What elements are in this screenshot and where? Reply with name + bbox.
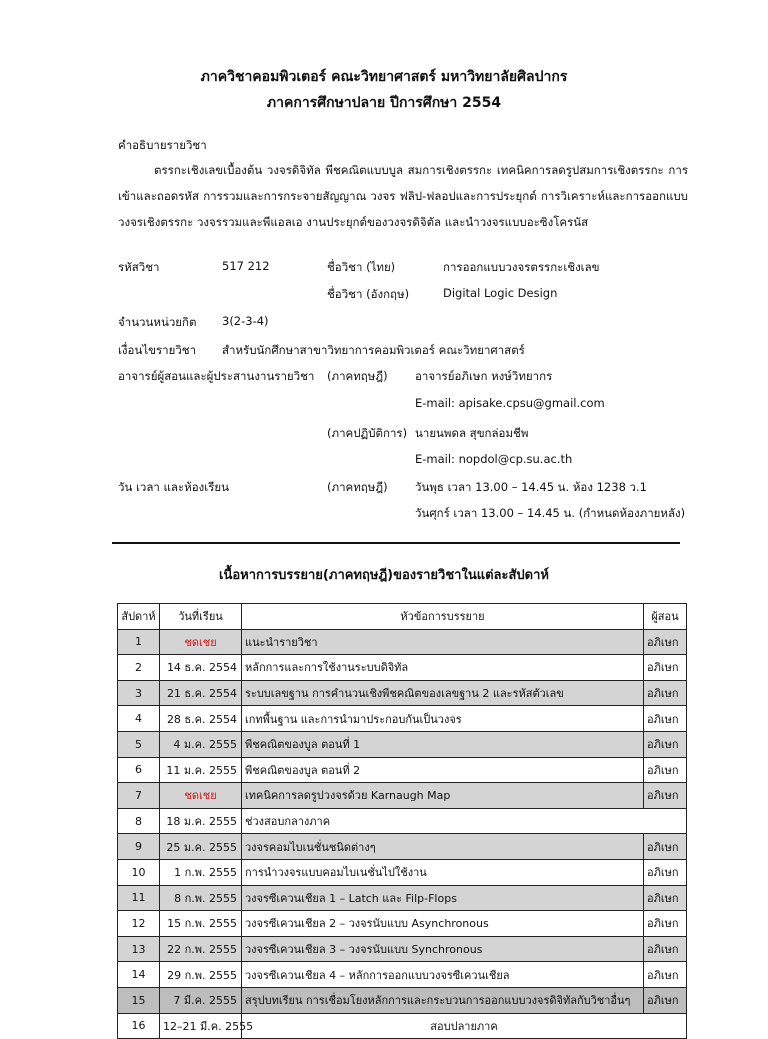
table-row bbox=[118, 834, 687, 860]
credits-label: จำนวนหน่วยกิต bbox=[118, 315, 197, 329]
cell-instructor: อภิเษก bbox=[644, 680, 687, 706]
header-week: สัปดาห์ bbox=[118, 604, 160, 630]
cell-week: 3 bbox=[118, 680, 160, 706]
cell-date: 11 ม.ค. 2555 bbox=[160, 757, 242, 783]
cell-week: 2 bbox=[118, 655, 160, 681]
cell-topic: วงจรซีเควนเชียล 4 – หลักการออกแบบวงจรซีเควนเชียล bbox=[242, 962, 644, 988]
cell-date: 15 ก.พ. 2555 bbox=[160, 911, 242, 937]
cell-week: 8 bbox=[118, 808, 160, 834]
cell-instructor: อภิเษก bbox=[644, 962, 687, 988]
lab-label: (ภาคปฏิบัติการ) bbox=[327, 426, 408, 440]
cell-week: 12 bbox=[118, 911, 160, 937]
cell-week: 1 bbox=[118, 629, 160, 655]
header-instructor: ผู้สอน bbox=[644, 604, 687, 630]
cell-instructor: อภิเษก bbox=[644, 655, 687, 681]
table-row bbox=[118, 706, 687, 732]
cell-topic: พีชคณิตของบูล ตอนที่ 1 bbox=[242, 731, 644, 757]
course-code-label: รหัสวิชา bbox=[118, 260, 160, 274]
course-name-en-value: Digital Logic Design bbox=[443, 286, 558, 300]
cell-date: 12–21 มี.ค. 2555 bbox=[160, 1013, 242, 1039]
condition-label: เงื่อนไขรายวิชา bbox=[118, 343, 197, 357]
cell-topic: แนะนำรายวิชา bbox=[242, 629, 644, 655]
cell-date: 7 มี.ค. 2555 bbox=[160, 987, 242, 1013]
cell-date: ชดเชย bbox=[160, 783, 242, 809]
cell-week: 9 bbox=[118, 834, 160, 860]
cell-topic: พีชคณิตของบูล ตอนที่ 2 bbox=[242, 757, 644, 783]
table-row bbox=[118, 911, 687, 937]
time-line-2: วันศุกร์ เวลา 13.00 – 14.45 น. (กำหนดห้องภายหลัง) bbox=[415, 506, 686, 520]
document-title-line-2: ภาคการศึกษาปลาย ปีการศึกษา 2554 bbox=[266, 95, 502, 111]
lab-instructor-name: นายนพดล สุขกล่อมชีพ bbox=[415, 426, 529, 440]
header-date: วันที่เรียน bbox=[160, 604, 242, 630]
schedule-table bbox=[117, 603, 687, 1039]
section-divider bbox=[112, 542, 680, 544]
cell-week: 11 bbox=[118, 885, 160, 911]
table-row bbox=[118, 757, 687, 783]
cell-topic: ระบบเลขฐาน การคำนวนเชิงพีชคณิตของเลขฐาน 2 และรหัสตัวเลข bbox=[242, 680, 644, 706]
description-heading: คำอธิบายรายวิชา bbox=[118, 138, 207, 152]
cell-date: 22 ก.พ. 2555 bbox=[160, 936, 242, 962]
cell-week: 16 bbox=[118, 1013, 160, 1039]
cell-instructor: อภิเษก bbox=[644, 834, 687, 860]
table-row bbox=[118, 987, 687, 1013]
cell-topic: หลักการและการใช้งานระบบดิจิทัล bbox=[242, 655, 644, 681]
condition-value: สำหรับนักศึกษาสาขาวิทยาการคอมพิวเตอร์ คณะวิทยาศาสตร์ bbox=[222, 343, 525, 357]
cell-week: 5 bbox=[118, 731, 160, 757]
time-theory-label: (ภาคทฤษฎี) bbox=[327, 480, 388, 494]
cell-week: 13 bbox=[118, 936, 160, 962]
table-row bbox=[118, 680, 687, 706]
table-row bbox=[118, 808, 687, 834]
cell-instructor: อภิเษก bbox=[644, 706, 687, 732]
credits-value: 3(2-3-4) bbox=[222, 314, 269, 328]
cell-instructor: อภิเษก bbox=[644, 629, 687, 655]
instructor-label: อาจารย์ผู้สอนและผู้ประสานงานรายวิชา bbox=[118, 369, 315, 383]
document-title-line-1: ภาควิชาคอมพิวเตอร์ คณะวิทยาศาสตร์ มหาวิทยาลัยศิลปากร bbox=[200, 69, 568, 85]
cell-topic: เทคนิคการลดรูปวงจรด้วย Karnaugh Map bbox=[242, 783, 644, 809]
cell-instructor: อภิเษก bbox=[644, 936, 687, 962]
schedule-title: เนื้อหาการบรรยาย(ภาคทฤษฎี)ของรายวิชาในแต่ละสัปดาห์ bbox=[219, 568, 549, 583]
cell-instructor: อภิเษก bbox=[644, 757, 687, 783]
time-line-1: วันพุธ เวลา 13.00 – 14.45 น. ห้อง 1238 ว.1 bbox=[415, 480, 647, 494]
time-room-label: วัน เวลา และห้องเรียน bbox=[118, 480, 229, 494]
cell-topic: ช่วงสอบกลางภาค bbox=[242, 808, 687, 834]
cell-date: 14 ธ.ค. 2554 bbox=[160, 655, 242, 681]
cell-date: 28 ธ.ค. 2554 bbox=[160, 706, 242, 732]
cell-date: 1 ก.พ. 2555 bbox=[160, 859, 242, 885]
cell-date: 18 ม.ค. 2555 bbox=[160, 808, 242, 834]
cell-week: 15 bbox=[118, 987, 160, 1013]
table-row bbox=[118, 936, 687, 962]
cell-week: 7 bbox=[118, 783, 160, 809]
theory-label: (ภาคทฤษฎี) bbox=[327, 369, 388, 383]
course-code-value: 517 212 bbox=[222, 259, 270, 273]
cell-topic: การนำวงจรแบบคอมไบเนชั่นไปใช้งาน bbox=[242, 859, 644, 885]
cell-instructor: อภิเษก bbox=[644, 987, 687, 1013]
course-name-en-label: ชื่อวิชา (อังกฤษ) bbox=[327, 287, 410, 301]
cell-topic: วงจรซีเควนเชียล 1 – Latch และ Filp-Flops bbox=[242, 885, 644, 911]
cell-date: 4 ม.ค. 2555 bbox=[160, 731, 242, 757]
cell-date: 21 ธ.ค. 2554 bbox=[160, 680, 242, 706]
cell-topic: วงจรซีเควนเชียล 2 – วงจรนับแบบ Asynchronous bbox=[242, 911, 644, 937]
table-row bbox=[118, 783, 687, 809]
cell-date: 29 ก.พ. 2555 bbox=[160, 962, 242, 988]
cell-topic: เกทพื้นฐาน และการนำมาประกอบกันเป็นวงจร bbox=[242, 706, 644, 732]
cell-topic: วงจรซีเควนเชียล 3 – วงจรนับแบบ Synchronous bbox=[242, 936, 644, 962]
cell-week: 6 bbox=[118, 757, 160, 783]
course-name-th-label: ชื่อวิชา (ไทย) bbox=[327, 260, 396, 274]
course-name-th-value: การออกแบบวงจรตรรกะเชิงเลข bbox=[443, 260, 600, 274]
theory-instructor-email: E-mail: apisake.cpsu@gmail.com bbox=[415, 396, 605, 410]
cell-week: 14 bbox=[118, 962, 160, 988]
cell-date: 25 ม.ค. 2555 bbox=[160, 834, 242, 860]
table-row bbox=[118, 962, 687, 988]
cell-instructor: อภิเษก bbox=[644, 783, 687, 809]
cell-instructor: อภิเษก bbox=[644, 731, 687, 757]
cell-instructor: อภิเษก bbox=[644, 911, 687, 937]
cell-topic: สรุปบทเรียน การเชื่อมโยงหลักการและกระบวนการออกแบบวงจรดิจิทัลกับวิชาอื่นๆ bbox=[242, 987, 644, 1013]
lab-instructor-email: E-mail: nopdol@cp.su.ac.th bbox=[415, 452, 573, 466]
cell-topic: วงจรคอมไบเนชั่นชนิดต่างๆ bbox=[242, 834, 644, 860]
cell-instructor: อภิเษก bbox=[644, 885, 687, 911]
theory-instructor-name: อาจารย์อภิเษก หงษ์วิทยากร bbox=[415, 369, 553, 383]
cell-week: 4 bbox=[118, 706, 160, 732]
header-topic: หัวข้อการบรรยาย bbox=[242, 604, 644, 630]
table-row bbox=[118, 629, 687, 655]
cell-date: ชดเชย bbox=[160, 629, 242, 655]
table-row bbox=[118, 885, 687, 911]
cell-date: 8 ก.พ. 2555 bbox=[160, 885, 242, 911]
table-row bbox=[118, 655, 687, 681]
table-row bbox=[118, 731, 687, 757]
description-body: ตรรกะเชิงเลขเบื้องต้น วงจรดิจิทัล พีชคณิตแบบบูล สมการเชิงตรรกะ เทคนิคการลดรูปสมการเชิงตรรกะ การเข้าและถอดรหัส การรวมและการกระจายสัญญาณ วงจร ฟลิป-ฟลอปและการประยุกต์ การวิเคราะห์และการออกแบบวงจรเชิงตรรกะ วงจรรวมและพีแอลเอ งานประยุกต์ของวงจรดิจิตัล และนำวงจรแบบอะซิงโครนัส bbox=[118, 163, 688, 229]
cell-topic: สอบปลายภาค bbox=[242, 1013, 687, 1039]
table-row bbox=[118, 1013, 687, 1039]
schedule-header-row bbox=[118, 604, 687, 630]
table-row bbox=[118, 859, 687, 885]
cell-instructor: อภิเษก bbox=[644, 859, 687, 885]
cell-week: 10 bbox=[118, 859, 160, 885]
